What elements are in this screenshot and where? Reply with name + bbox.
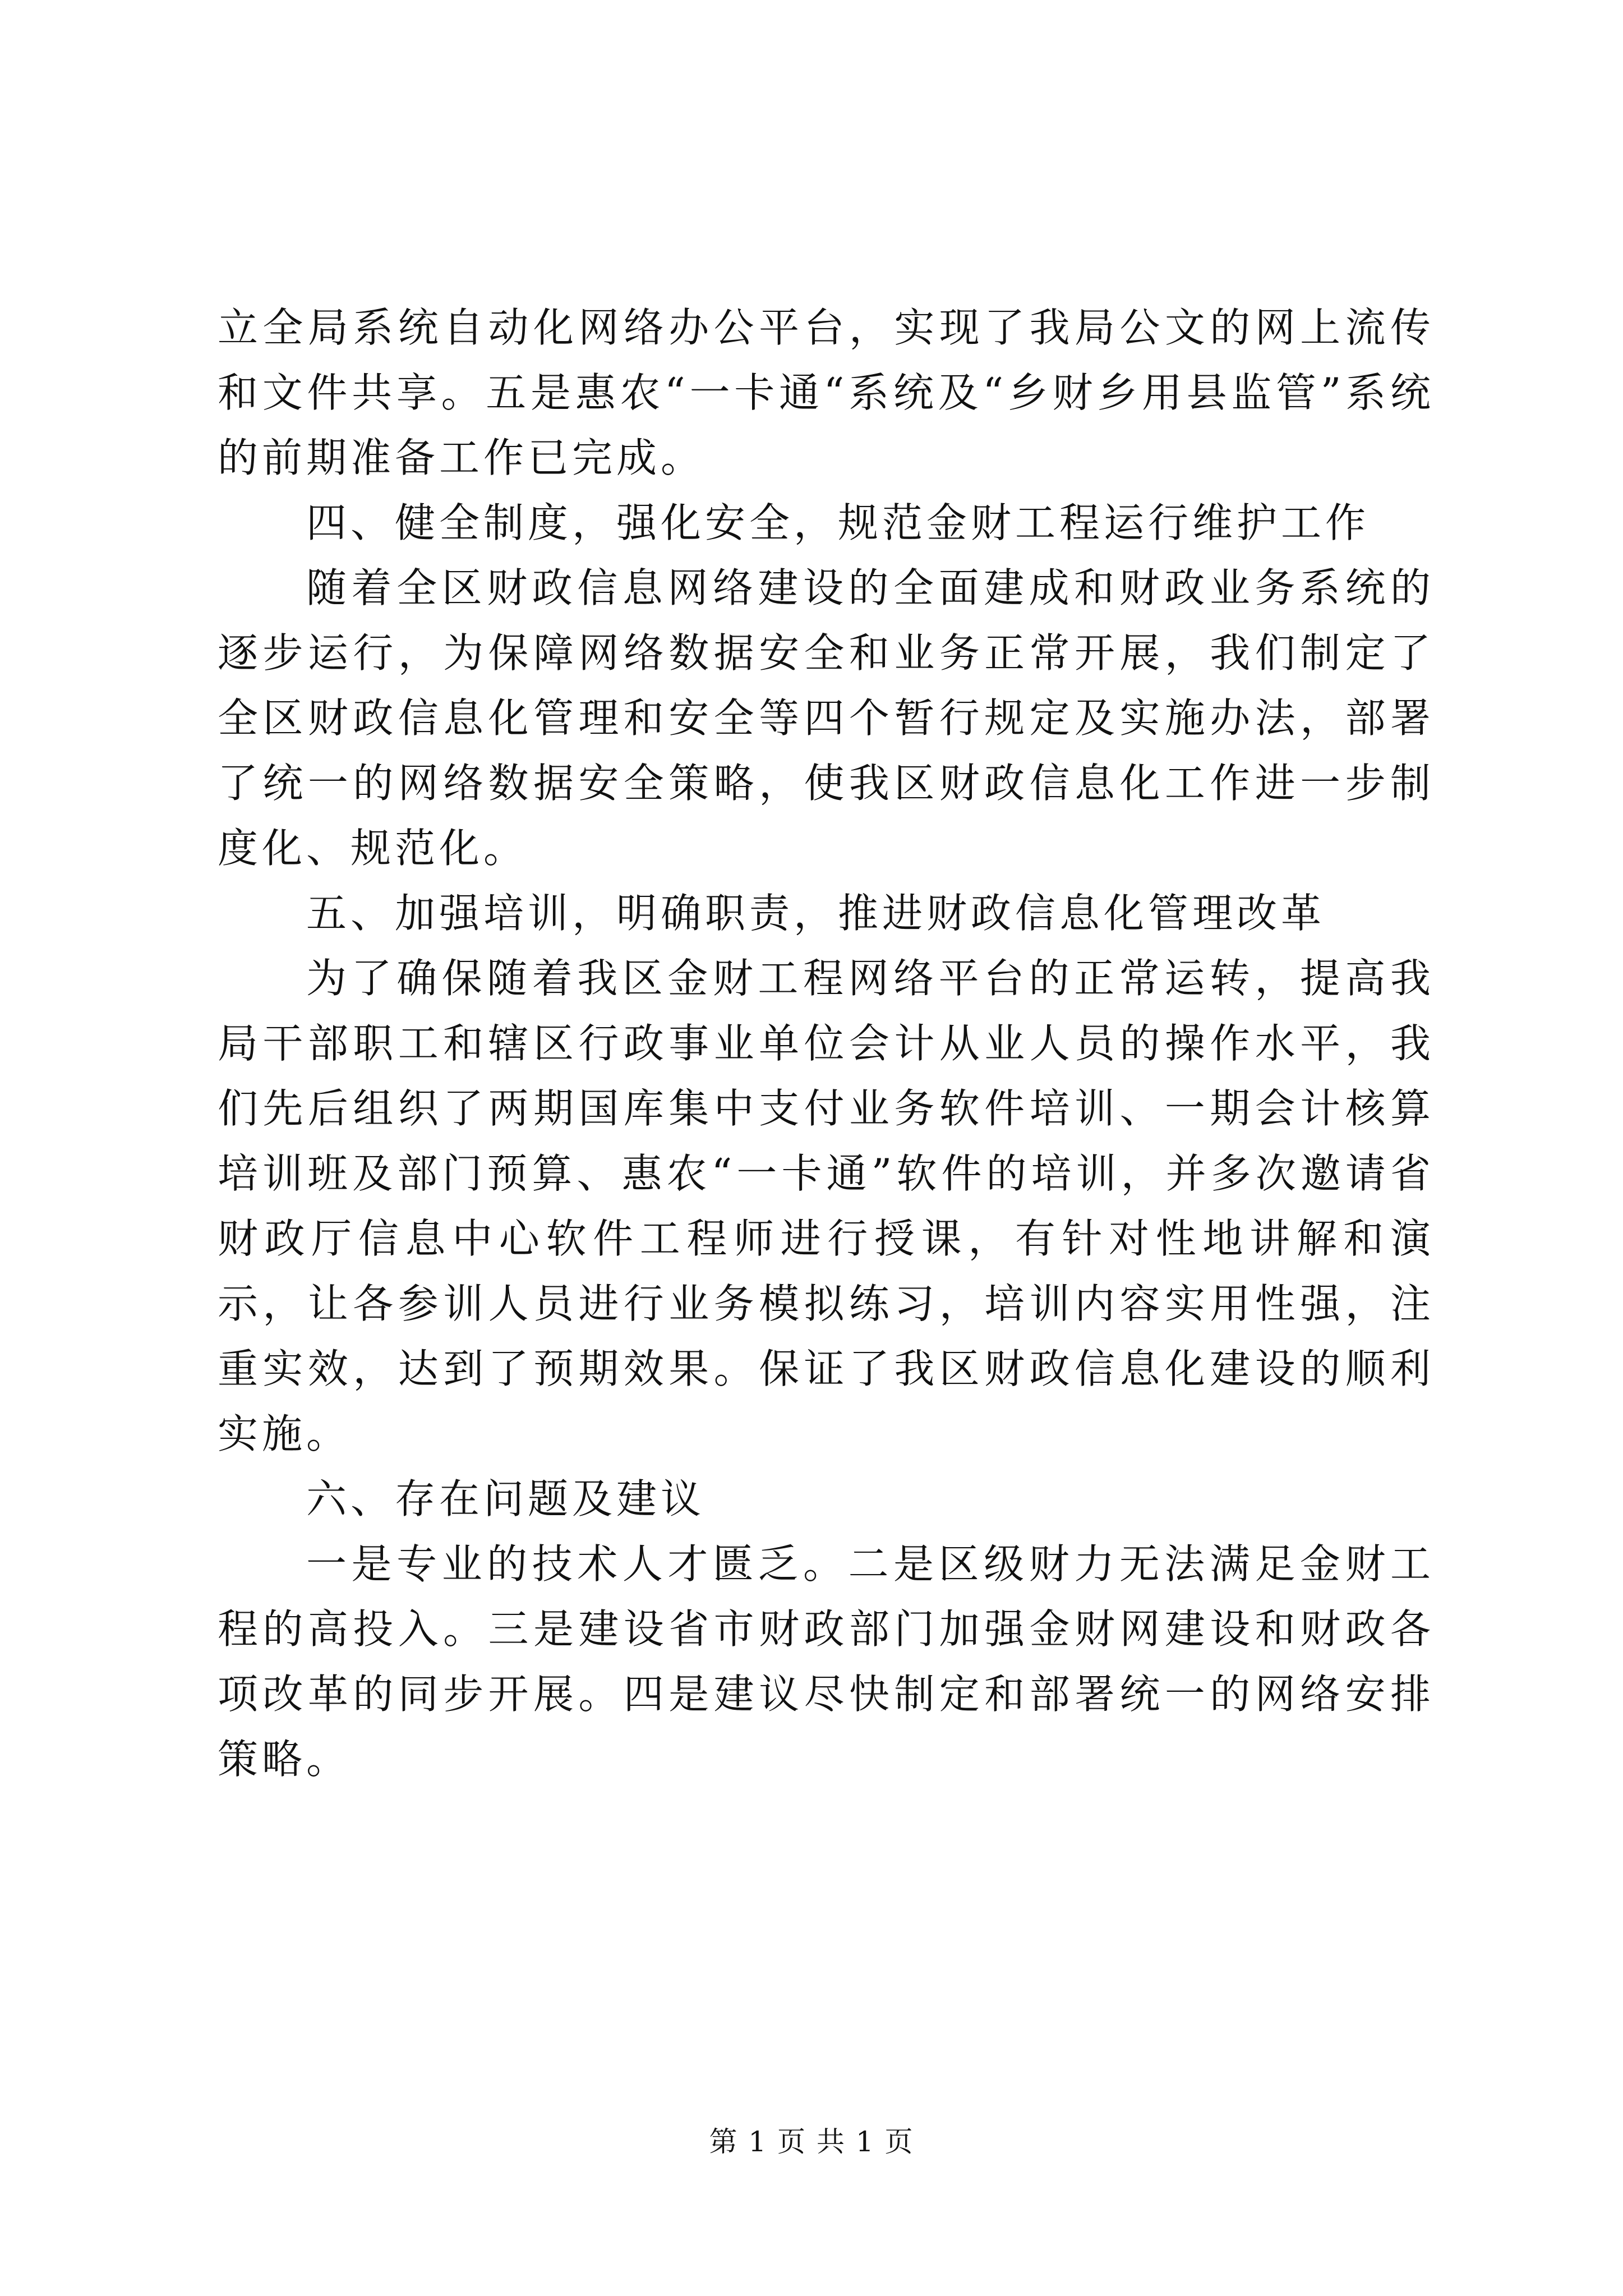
section-heading-6: 六、存在问题及建议 [306,1475,706,1522]
paragraph-7: 一是专业的技术人才匮乏。二是区级财力无法满足金财工程的高投入。三是建设省市财政部门加强金财网建设和财政各项改革的同步开展。四是建议尽快制定和部署统一的网络安排策略。 [218,1540,1435,1783]
document-body [218,295,1435,1792]
paragraph-5: 为了确保随着我区金财工程网络平台的正常运转，提高我局干部职工和辖区行政事业单位会计从业人员的操作水平，我们先后组织了两期国库集中支付业务软件培训、一期会计核算培训班及部门预算、惠农“一卡通”软件的培训，并多次邀请省财政厅信息中心软件工程师进行授课，有针对性地讲解和演示，让各参训人员进行业务模拟练习，培训内容实用性强，注重实效，达到了预期效果。保证了我区财政信息化建设的顺利实施。 [218,955,1435,1457]
section-heading-4: 四、健全制度，强化安全，规范金财工程运行维护工作 [306,499,1370,546]
section-heading-5: 五、加强培训，明确职责，推进财政信息化管理改革 [306,890,1326,937]
page-number-footer: 第 1 页 共 1 页 [709,2125,914,2158]
paragraph-1: 立全局系统自动化网络办公平台，实现了我局公文的网上流传和文件共享。五是惠农“一卡通“系统及“乡财乡用县监管”系统的前期准备工作已完成。 [218,304,1435,481]
paragraph-3: 随着全区财政信息网络建设的全面建成和财政业务系统的逐步运行，为保障网络数据安全和业务正常开展，我们制定了全区财政信息化管理和安全等四个暂行规定及实施办法，部署了统一的网络数据安全策略，使我区财政信息化工作进一步制度化、规范化。 [218,564,1435,872]
